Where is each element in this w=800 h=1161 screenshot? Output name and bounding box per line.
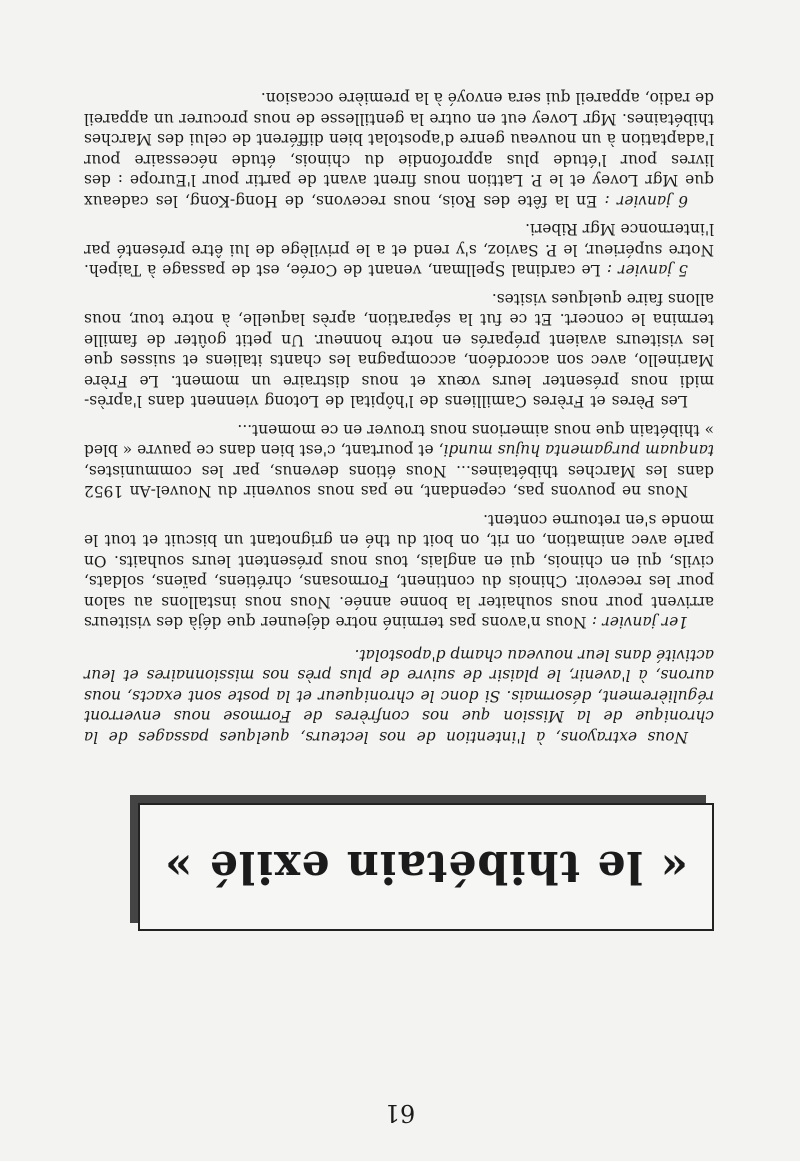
entry-date: 5 janvier : — [606, 261, 688, 280]
entry-6-janvier — [84, 88, 714, 211]
entry-5-janvier — [84, 219, 714, 281]
paragraph-nouvel-an — [84, 420, 714, 502]
intro-paragraph: Nous extrayons, à l'intention de nos lecteurs, quelques passages de la chronique de la Mission que nos confrères de Formose nous enverront régulièrement, désormais. Si donc le chroniqueur et la poste sont exacts, nous aurons, à l'avenir, le plaisir de suivre de plus près nos missionnaires et leur activité dans leur nouveau champ d'apostolat. — [84, 646, 714, 746]
entry-text: En la fête des Rois, nous recevons, de Hong-Kong, les cadeaux que Mgr Lovey et le P. Lattion nous firent avant de partir pour l'Europe : des livres pour l'étude plus approfondie du chinois, étude nécessaire pour l'adaptation à un nouveau genre d'apostolat bien différent de celui des Marches thibétaines. Mgr Lovey eut en outre la gentillesse de nous procurer un appareil de radio, appareil qui sera envoyé à la première occasion. — [84, 89, 714, 210]
title-box — [138, 803, 714, 931]
entry-text: Le cardinal Spellman, venant de Corée, est de passage à Taipeh. Notre supérieur, le P. Savioz, s'y rend et a le privilège de lui être présenté par l'internonce Mgr Riberi. — [84, 220, 714, 280]
page-number: 61 — [384, 1099, 416, 1127]
paragraph-end: , et pourtant, c'est bien dans ce pauvre « bled » thibétain que nous aimerions nous trouver en ce moment... — [83, 421, 714, 460]
article-body — [84, 80, 714, 747]
entry-text: Nous n'avons pas terminé notre déjeuner que déjà des visiteurs arrivent pour nous souhaiter la bonne année. Nous nous installons au salon pour les recevoir. Chinois du continent, Formosans, chrétiens, païens, soldats, civils, qui en chinois, qui en anglais, tous nous présentent leurs souhaits. On parle avec animation, on rit, on boit du thé en grignotant un biscuit et tout le monde s'en retourne content. — [83, 511, 714, 632]
paragraph-camilliens: Les Pères et Frères Camilliens de l'hôpital de Lotong viennent dans l'après-midi nous présenter leurs vœux et nous distraire un moment. Le Frère Marinello, avec son accordéon, accompagna les chants italiens et suisses que les visiteurs avaient préparés en notre honneur. Un petit goûter de famille termina le concert. Et ce fut la séparation, après laquelle, à notre tour, nous allons faire quelques visites. — [84, 290, 714, 411]
entry-1er-janvier — [84, 510, 714, 633]
paragraph-start: Nous ne pouvons pas, cependant, ne pas nous souvenir du Nouvel-An 1952 dans les Marches thibétaines... Nous étions devenus, par les communistes, — [84, 462, 714, 501]
page-title: « le thibétain exilé » — [164, 841, 688, 893]
entry-date: 6 janvier : — [604, 192, 688, 210]
entry-date: 1er janvier : — [591, 613, 688, 632]
latin-quote: tanquam purgamenta hujus mundi — [443, 441, 714, 460]
